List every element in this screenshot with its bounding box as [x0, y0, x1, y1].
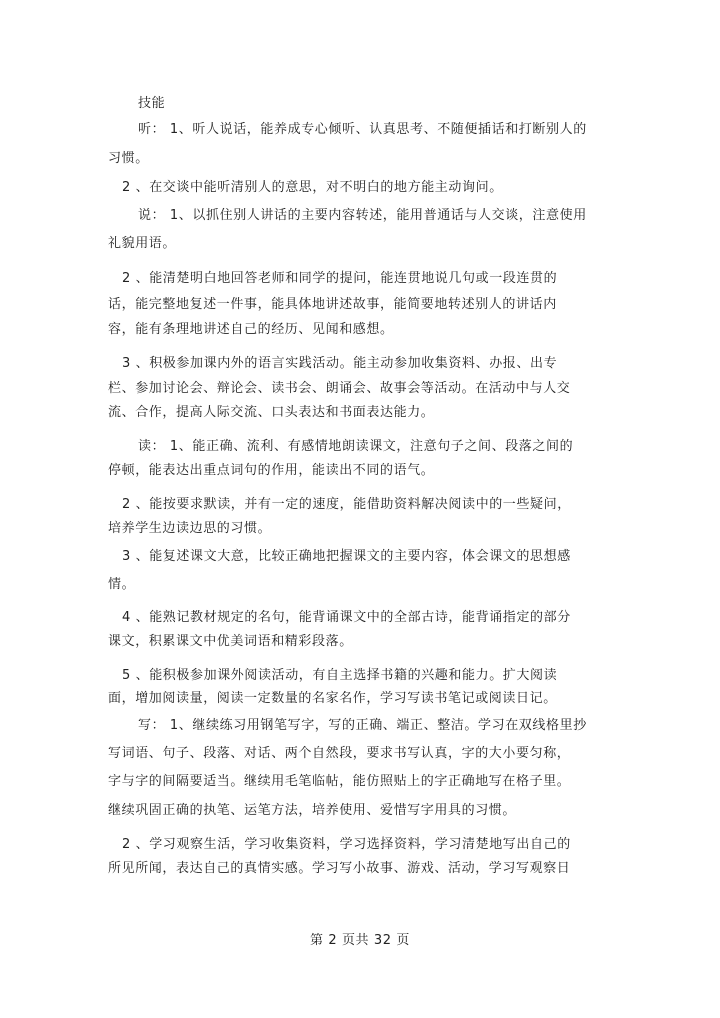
text-line: 读： 1、能正确、流利、有感情地朗读课文，注意句子之间、段落之间的 [138, 439, 574, 454]
text-line: 5 、能积极参加课外阅读活动，有自主选择书籍的兴趣和能力。扩大阅读 [122, 668, 558, 683]
text-line: 3 、能复述课文大意，比较正确地把握课文的主要内容，体会课文的思想感 [122, 549, 571, 564]
text-line: 2 、在交谈中能听清别人的意思，对不明白的地方能主动询问。 [122, 180, 503, 195]
text-line: 4 、能熟记教材规定的名句，能背诵课文中的全部古诗，能背诵指定的部分 [122, 610, 571, 625]
text-line: 话，能完整地复述一件事，能具体地讲述故事，能简要地转述别人的讲话内 [108, 297, 557, 312]
text-line: 课文，积累课文中优美词语和精彩段落。 [108, 634, 353, 649]
text-line: 说： 1、以抓住别人讲话的主要内容转述，能用普通话与人交谈，注意使用 [138, 208, 587, 223]
text-line: 停顿，能表达出重点词句的作用，能读出不同的语气。 [108, 463, 435, 478]
text-line: 容，能有条理地讲述自己的经历、见闻和感想。 [108, 322, 394, 337]
text-line: 情。 [108, 577, 136, 592]
text-line: 写： 1、继续练习用钢笔写字，写的正确、端正、整洁。学习在双线格里抄 [138, 718, 587, 733]
text-line: 培养学生边读边思的习惯。 [108, 521, 272, 536]
text-line: 礼貌用语。 [108, 236, 177, 251]
text-line: 2 、能清楚明白地回答老师和同学的提问，能连贯地说几句或一段连贯的 [122, 271, 558, 286]
text-line: 面，增加阅读量，阅读一定数量的名家名作，学习写读书笔记或阅读日记。 [108, 691, 557, 706]
text-line: 2 、能按要求默读，并有一定的速度，能借助资料解决阅读中的一些疑问， [122, 497, 571, 512]
section-heading: 技能 [138, 96, 166, 111]
text-line: 3 、积极参加课内外的语言实践活动。能主动参加收集资料、办报、出专 [122, 356, 558, 371]
text-line: 写词语、句子、段落、对话、两个自然段，要求书写认真，字的大小要匀称， [108, 746, 571, 761]
text-line: 所见所闻，表达自己的真情实感。学习写小故事、游戏、活动，学习写观察日 [108, 861, 571, 876]
text-line: 字与字的间隔要适当。继续用毛笔临帖，能仿照贴上的字正确地写在格子里。 [108, 774, 571, 789]
text-line: 习惯。 [108, 151, 149, 166]
text-line: 2 、学习观察生活，学习收集资料，学习选择资料，学习清楚地写出自己的 [122, 837, 571, 852]
text-line: 听： 1、听人说话，能养成专心倾听、认真思考、不随便插话和打断别人的 [138, 122, 587, 137]
text-line: 栏、参加讨论会、辩论会、读书会、朗诵会、故事会等活动。在活动中与人交 [108, 381, 571, 396]
page-number-footer: 第 2 页共 32 页 [310, 933, 410, 948]
text-line: 继续巩固正确的执笔、运笔方法，培养使用、爱惜写字用具的习惯。 [108, 803, 517, 818]
text-line: 流、合作，提高人际交流、口头表达和书面表达能力。 [108, 405, 435, 420]
